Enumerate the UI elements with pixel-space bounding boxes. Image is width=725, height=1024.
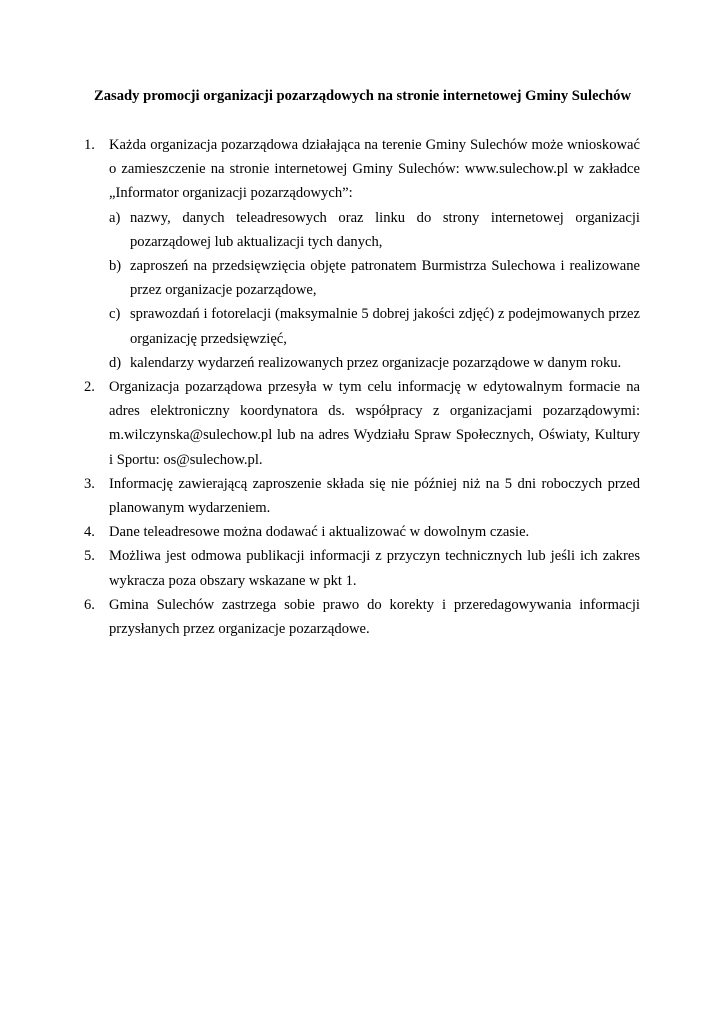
rule-item-2	[84, 375, 640, 472]
sub-item-a	[109, 206, 640, 254]
rule-item-4	[84, 520, 640, 544]
sub-item-d	[109, 351, 640, 375]
rule-number: 2.	[84, 379, 95, 396]
rule-item-1	[84, 133, 640, 375]
rule-number: 5.	[84, 548, 95, 565]
sub-item-text: nazwy, danych teleadresowych oraz linku do strony internetowej organizacji pozarządowej lub aktualizacji tych danych,	[130, 209, 640, 250]
rule-item-3	[84, 472, 640, 520]
sub-item-letter: b)	[109, 258, 122, 275]
sub-item-b	[109, 254, 640, 302]
sub-item-text: zaproszeń na przedsięwzięcia objęte patronatem Burmistrza Sulechowa i realizowane przez organizacje pozarządowe,	[130, 258, 640, 299]
page-title: Zasady promocji organizacji pozarządowych na stronie internetowej Gminy Sulechów	[94, 88, 631, 104]
sub-item-text: kalendarzy wydarzeń realizowanych przez organizacje pozarządowe w danym roku.	[130, 354, 622, 371]
rule-text: Możliwa jest odmowa publikacji informacji z przyczyn technicznych lub jeśli ich zakres wykracza poza obszary wskazane w pkt 1.	[109, 548, 640, 589]
sub-item-letter: a)	[109, 209, 121, 226]
sub-item-letter: d)	[109, 354, 122, 371]
rule-text: Informację zawierającą zaproszenie składa się nie później niż na 5 dni roboczych przed planowanym wydarzeniem.	[109, 475, 640, 517]
sub-item-text: sprawozdań i fotorelacji (maksymalnie 5 dobrej jakości zdjęć) z podejmowanych przez organizację przedsięwzięć,	[130, 306, 640, 347]
rule-text: Gmina Sulechów zastrzega sobie prawo do korekty i przeredagowywania informacji przysłanych przez organizacje pozarządowe.	[109, 596, 640, 638]
rule-text: Organizacja pozarządowa przesyła w tym celu informację w edytowalnym formacie na adres elektroniczny koordynatora ds. współpracy z organizacjami pozarządowymi: m.wilczynska@sulechow.pl lub na adres Wydziału Spraw Społecznych, Oświaty, Kultury i Sportu: os@sulechow.pl.	[109, 379, 640, 468]
rule-item-6	[84, 593, 640, 641]
rule-item-5	[84, 544, 640, 592]
rules-list	[84, 133, 640, 641]
rule-number: 3.	[84, 475, 95, 492]
rule-text: Dane teleadresowe można dodawać i aktualizować w dowolnym czasie.	[109, 524, 530, 541]
rule-text: Każda organizacja pozarządowa działająca na terenie Gminy Sulechów może wnioskować o zamieszczenie na stronie internetowej Gminy Sulechów: www.sulechow.pl w zakładce „Informator organizacji pozarządowych”:	[109, 137, 640, 202]
sub-item-c	[109, 302, 640, 350]
rule-number: 1.	[84, 137, 95, 153]
rule-number: 4.	[84, 524, 95, 541]
sub-item-letter: c)	[109, 306, 121, 323]
rule-sublist	[109, 206, 640, 375]
rule-number: 6.	[84, 596, 95, 613]
